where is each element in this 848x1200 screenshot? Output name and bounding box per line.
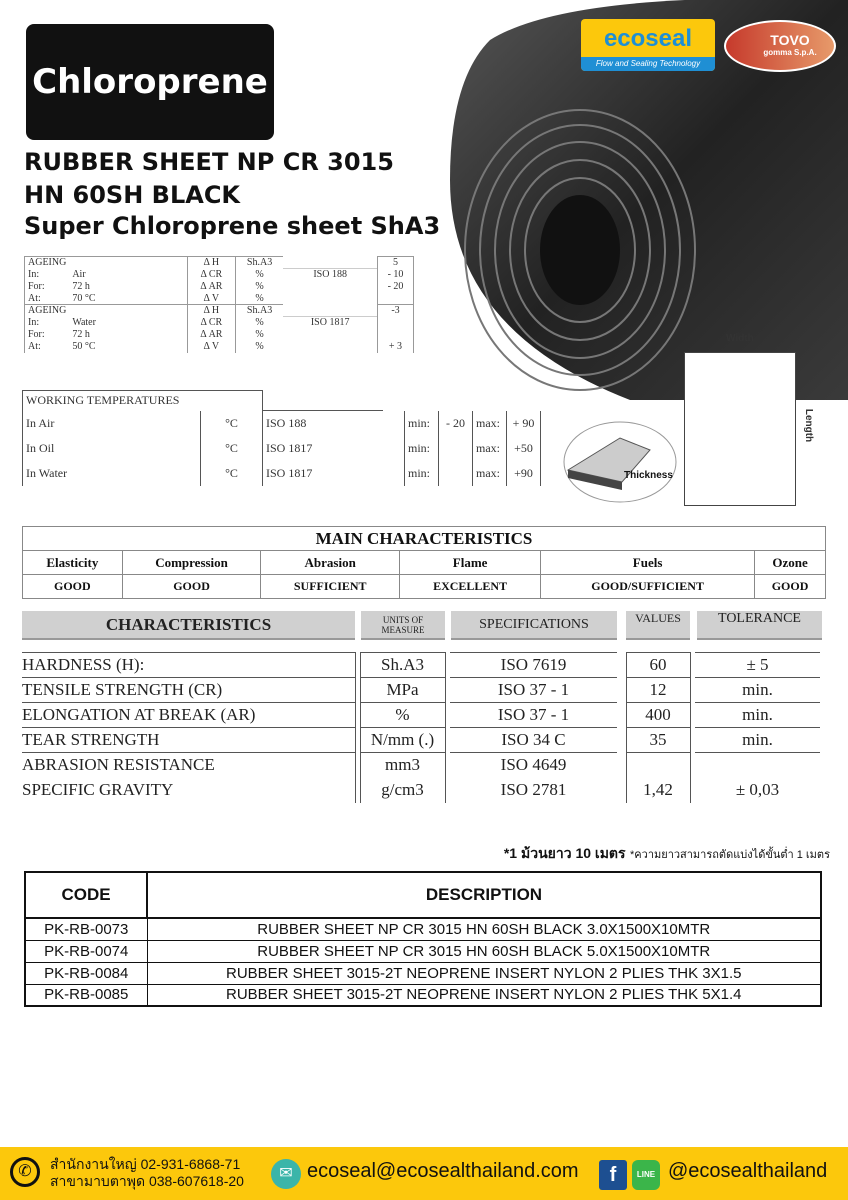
ageing-spec: ISO 1817 — [283, 317, 377, 329]
char-name: ELONGATION AT BREAK (AR) — [22, 703, 355, 728]
code-row — [25, 962, 821, 984]
ageing-unit: % — [235, 317, 283, 329]
char-spec: ISO 34 C — [450, 728, 617, 753]
wt-row — [23, 411, 541, 436]
characteristic-row — [22, 778, 820, 803]
product-code: PK-RB-0085 — [25, 984, 147, 1006]
char-units: mm3 — [360, 753, 445, 778]
product-code: PK-RB-0073 — [25, 918, 147, 940]
main-char-value: SUFFICIENT — [261, 575, 400, 599]
char-value: 35 — [626, 728, 690, 753]
ageing-property: Δ AR — [187, 329, 235, 341]
wt-min-label: min: — [405, 436, 439, 461]
wt-max-label: max: — [473, 436, 507, 461]
phone-branch[interactable]: สาขามาบตาพุด 038-607618-20 — [50, 1173, 244, 1189]
product-subtitle: Super Chloroprene sheet ShA3 — [24, 212, 441, 240]
wt-min: - 20 — [439, 411, 473, 436]
char-value: 60 — [626, 653, 690, 678]
ageing-label: AGEING — [25, 305, 70, 317]
ageing-condition — [69, 305, 187, 317]
ageing-row — [25, 341, 414, 353]
note-small: *ความยาวสามารถตัดแบ่งได้ขั้นต่ำ 1 เมตร — [630, 849, 830, 861]
ageing-spec — [283, 281, 377, 293]
footer-contact-bar — [0, 1147, 848, 1200]
char-units: g/cm3 — [360, 778, 445, 803]
ageing-condition: 50 °C — [72, 341, 96, 352]
ageing-property: Δ V — [187, 293, 235, 305]
wt-max-label: max: — [473, 411, 507, 436]
ageing-row — [25, 293, 414, 305]
ageing-property: Δ CR — [187, 269, 235, 281]
tovo-text: TOVO — [770, 32, 810, 48]
wt-medium: In Water — [23, 461, 201, 486]
wt-spec: ISO 1817 — [263, 461, 383, 486]
wt-spec: ISO 188 — [263, 411, 383, 436]
main-char-value: GOOD — [755, 575, 826, 599]
code-row — [25, 984, 821, 1006]
wt-max: +50 — [507, 436, 541, 461]
ageing-label: In: — [25, 317, 70, 329]
char-header-units: UNITS OF MEASURE — [361, 611, 445, 640]
ageing-property: Δ AR — [187, 281, 235, 293]
ageing-property: Δ H — [187, 257, 235, 269]
ageing-condition: Water — [72, 317, 96, 328]
ageing-property: Δ H — [187, 305, 235, 317]
code-row — [25, 918, 821, 940]
wt-min — [439, 461, 473, 486]
characteristic-row — [22, 678, 820, 703]
char-header-values: VALUES — [626, 611, 690, 640]
ageing-condition: Air — [72, 269, 86, 280]
char-units: % — [360, 703, 445, 728]
char-units: N/mm (.) — [360, 728, 445, 753]
char-value: 400 — [626, 703, 690, 728]
wt-spec: ISO 1817 — [263, 436, 383, 461]
ageing-condition: 72 h — [72, 281, 90, 292]
ecoseal-logo-text: ecoseal — [603, 25, 693, 52]
main-char-value: GOOD — [122, 575, 261, 599]
ageing-table — [24, 256, 414, 353]
product-code: PK-RB-0074 — [25, 940, 147, 962]
ageing-label: At: — [25, 293, 70, 305]
char-header-spec: SPECIFICATIONS — [451, 611, 617, 640]
email-link[interactable]: ecoseal@ecosealthailand.com — [307, 1160, 579, 1182]
wt-title: WORKING TEMPERATURES — [23, 391, 263, 411]
length-label: Length — [803, 408, 815, 443]
char-tolerance: min. — [695, 703, 820, 728]
ageing-spec — [283, 305, 377, 317]
wt-max: +90 — [507, 461, 541, 486]
ageing-row — [25, 317, 414, 329]
char-spec: ISO 37 - 1 — [450, 703, 617, 728]
ageing-label: For: — [25, 329, 70, 341]
main-char-header: Elasticity — [23, 551, 123, 575]
main-char-header: Compression — [122, 551, 261, 575]
ageing-spec: ISO 188 — [283, 269, 377, 281]
ageing-value: + 3 — [378, 341, 414, 353]
phone-head-office[interactable]: สำนักงานใหญ่ 02-931-6868-71 — [50, 1156, 241, 1172]
ageing-property: Δ V — [187, 341, 235, 353]
char-tolerance: min. — [695, 728, 820, 753]
char-tolerance: min. — [695, 678, 820, 703]
char-spec: ISO 2781 — [500, 780, 567, 799]
characteristics-table — [22, 652, 820, 803]
char-value: 1,42 — [626, 778, 690, 803]
ageing-unit: % — [235, 269, 283, 281]
code-row — [25, 940, 821, 962]
ecoseal-tagline: Flow and Sealing Technology — [581, 57, 715, 71]
ageing-unit: % — [235, 341, 283, 353]
char-units: MPa — [360, 678, 445, 703]
product-title-line2: HN 60SH BLACK — [24, 181, 241, 209]
char-tolerance: ± 0,03 — [735, 780, 780, 799]
ageing-row — [25, 329, 414, 341]
ageing-row — [25, 305, 414, 317]
email-icon: ✉ — [271, 1159, 301, 1189]
product-code: PK-RB-0084 — [25, 962, 147, 984]
ageing-spec — [283, 341, 377, 353]
main-char-value: GOOD/SUFFICIENT — [541, 575, 755, 599]
facebook-icon[interactable]: f — [599, 1160, 627, 1190]
main-char-value: GOOD — [23, 575, 123, 599]
line-icon[interactable]: LINE — [632, 1160, 660, 1190]
ageing-value: -3 — [378, 305, 414, 317]
char-name: ABRASION RESISTANCE — [22, 753, 355, 778]
thickness-slab-icon — [560, 420, 680, 505]
wt-medium: In Oil — [23, 436, 201, 461]
dimension-diagram — [684, 352, 796, 506]
main-char-header: Abrasion — [261, 551, 400, 575]
char-value: 12 — [626, 678, 690, 703]
main-char-value: EXCELLENT — [400, 575, 541, 599]
ageing-unit: % — [235, 281, 283, 293]
char-header-name: CHARACTERISTICS — [22, 611, 355, 640]
wt-unit: °C — [201, 436, 263, 461]
wt-min-label: min: — [405, 461, 439, 486]
note-bold: *1 ม้วนยาว 10 เมตร — [503, 845, 626, 861]
wt-min-label: min: — [405, 411, 439, 436]
characteristic-row — [22, 728, 820, 753]
ageing-unit: Sh.A3 — [235, 257, 283, 269]
char-name: SPECIFIC GRAVITY — [22, 778, 355, 803]
wt-row — [23, 461, 541, 486]
char-name: HARDNESS (H): — [22, 653, 355, 678]
char-value — [626, 753, 690, 778]
ageing-label: At: — [25, 341, 70, 353]
product-description: RUBBER SHEET 3015-2T NEOPRENE INSERT NYLON 2 PLIES THK 3X1.5 — [147, 962, 821, 984]
char-name: TENSILE STRENGTH (CR) — [22, 678, 355, 703]
char-tolerance — [695, 753, 820, 778]
wt-row — [23, 436, 541, 461]
social-handle[interactable]: @ecosealthailand — [668, 1160, 828, 1182]
ageing-row — [25, 269, 414, 281]
main-characteristics-table — [22, 526, 826, 599]
ageing-value — [378, 293, 414, 305]
wt-min — [439, 436, 473, 461]
wt-max-label: max: — [473, 461, 507, 486]
ageing-label: For: — [25, 281, 70, 293]
ageing-condition — [69, 257, 187, 269]
product-badge: Chloroprene — [26, 24, 274, 140]
ageing-condition: 70 °C — [72, 292, 96, 304]
main-characteristics-title: MAIN CHARACTERISTICS — [23, 527, 826, 551]
product-codes-table — [24, 871, 822, 1007]
char-spec: ISO 7619 — [450, 653, 617, 678]
char-spec: ISO 4649 — [450, 753, 617, 778]
width-label: Width — [726, 333, 754, 344]
ageing-unit: % — [235, 329, 283, 341]
main-char-header: Ozone — [755, 551, 826, 575]
tovo-gomma-logo — [724, 20, 836, 72]
ageing-value — [378, 329, 414, 341]
ageing-value: - 10 — [378, 269, 414, 281]
ageing-property: Δ CR — [187, 317, 235, 329]
ageing-label: In: — [25, 269, 70, 281]
ageing-unit: Sh.A3 — [235, 305, 283, 317]
ageing-value — [378, 317, 414, 329]
product-description: RUBBER SHEET NP CR 3015 HN 60SH BLACK 5.0X1500X10MTR — [147, 940, 821, 962]
ageing-condition: 72 h — [72, 329, 90, 340]
description-header: DESCRIPTION — [147, 872, 821, 918]
ageing-spec — [283, 257, 377, 269]
code-header: CODE — [25, 872, 147, 918]
main-char-header: Flame — [400, 551, 541, 575]
char-units: Sh.A3 — [360, 653, 445, 678]
wt-unit: °C — [201, 461, 263, 486]
ageing-row — [25, 281, 414, 293]
product-description: RUBBER SHEET NP CR 3015 HN 60SH BLACK 3.0X1500X10MTR — [147, 918, 821, 940]
product-title-line1: RUBBER SHEET NP CR 3015 — [24, 148, 394, 176]
wt-unit: °C — [201, 411, 263, 436]
ageing-row — [25, 257, 414, 269]
characteristic-row — [22, 653, 820, 678]
wt-medium: In Air — [23, 411, 201, 436]
ecoseal-logo — [581, 19, 715, 71]
tovo-subtext: gomma S.p.A. — [763, 48, 817, 57]
ageing-label: AGEING — [25, 257, 70, 269]
char-spec: ISO 37 - 1 — [450, 678, 617, 703]
ageing-value: 5 — [378, 257, 414, 269]
characteristic-row — [22, 753, 820, 778]
working-temperatures-table — [22, 390, 541, 486]
ageing-spec — [283, 293, 377, 305]
ageing-spec — [283, 329, 377, 341]
thickness-label: Thickness — [624, 470, 673, 481]
char-name: TEAR STRENGTH — [22, 728, 355, 753]
char-header-tolerance: TOLERANCE — [697, 611, 822, 640]
ageing-value: - 20 — [378, 281, 414, 293]
phone-icon: ✆ — [10, 1157, 40, 1187]
product-description: RUBBER SHEET 3015-2T NEOPRENE INSERT NYLON 2 PLIES THK 5X1.4 — [147, 984, 821, 1006]
wt-max: + 90 — [507, 411, 541, 436]
ageing-unit: % — [235, 293, 283, 305]
characteristic-row — [22, 703, 820, 728]
main-char-header: Fuels — [541, 551, 755, 575]
roll-length-note — [504, 843, 830, 865]
char-tolerance: ± 5 — [695, 653, 820, 678]
